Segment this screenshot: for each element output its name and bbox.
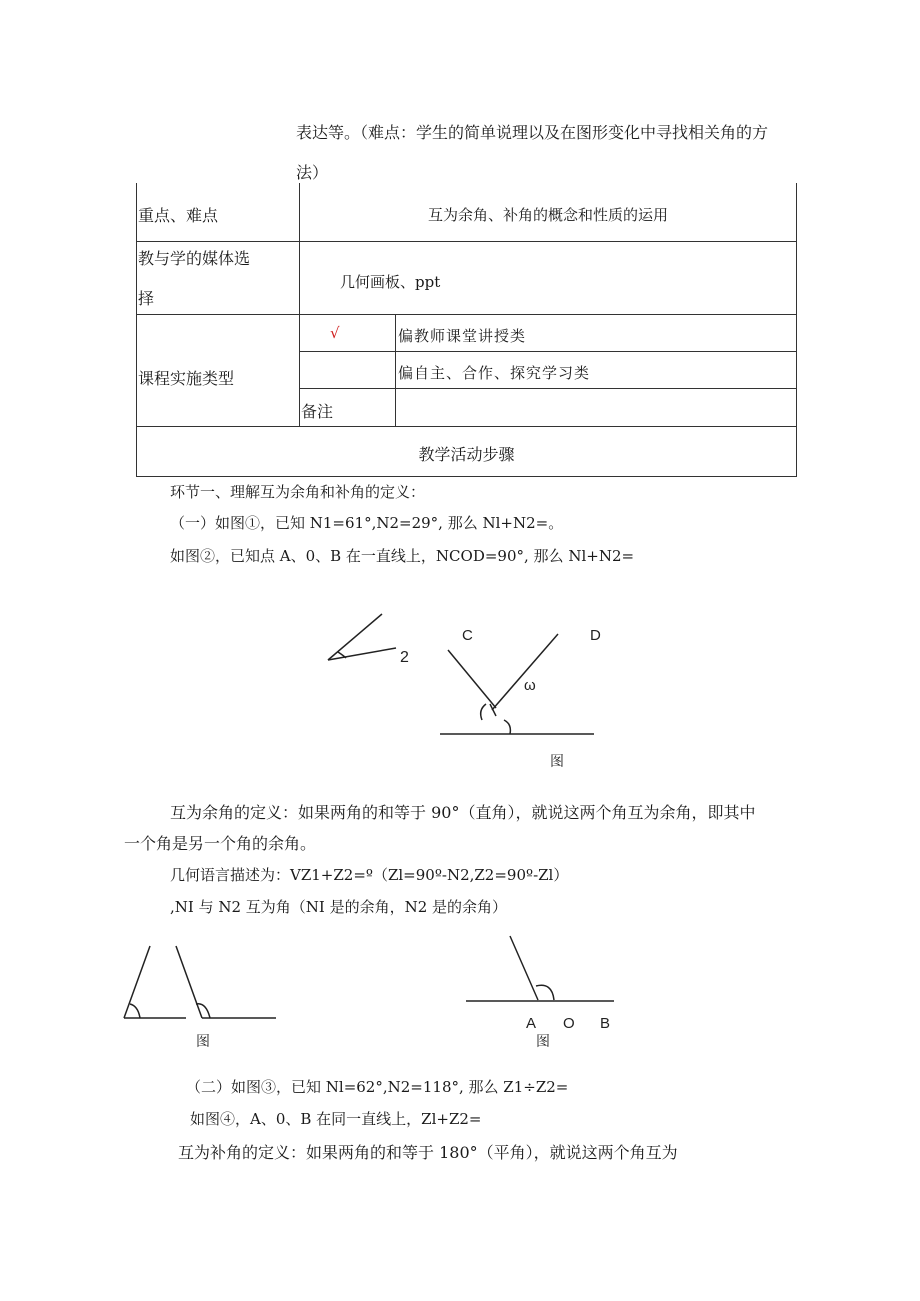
- figure-3-caption: 图: [196, 1033, 210, 1049]
- intro-line-1: 表达等。（难点：学生的简单说理以及在图形变化中寻找相关角的方: [296, 123, 769, 142]
- option1-check-icon: √: [330, 324, 340, 342]
- media-value: 几何画板、ppt: [340, 273, 441, 291]
- steps-header: 教学活动步骤: [418, 445, 515, 464]
- figure-2-caption: 图: [550, 753, 564, 769]
- figure-4-angles: [462, 930, 622, 1052]
- figure-4-caption: 图: [536, 1033, 550, 1049]
- geometry-description-1: 几何语言描述为：VZ1+Z2=º（Zl=90º-N2,Z2=90º-Zl）: [170, 866, 569, 884]
- figure-2-label-d: D: [590, 627, 601, 644]
- figure-4-label-a: A: [526, 1015, 537, 1032]
- complement-definition-line-1: 互为余角的定义：如果两角的和等于 90°（直角），就说这两个角互为余角，即其中: [170, 803, 756, 822]
- figure-2-angle-mark: ω: [524, 677, 536, 694]
- figure-2-angles: [432, 624, 612, 769]
- supplement-definition: 互为补角的定义：如果两角的和等于 180°（平角），就说这两个角互为: [178, 1143, 678, 1162]
- section1-question-1: （一）如图①，已知 N1=61°,N2=29°, 那么 Nl+N2=。: [170, 514, 564, 532]
- remarks-label: 备注: [301, 402, 334, 421]
- section2-question-1: （二）如图③，已知 Nl=62°,N2=118°, 那么 Z1÷Z2=: [186, 1078, 569, 1096]
- section1-question-2: 如图②，已知点 A、0、B 在一直线上，NCOD=90°, 那么 Nl+N2=: [170, 547, 635, 565]
- geometry-description-2: ,NI 与 N2 互为角（NI 是的余角，N2 是的余角）: [170, 898, 508, 916]
- figure-2-label-c: C: [462, 627, 473, 644]
- section1-heading: 环节一、理解互为余角和补角的定义：: [170, 483, 426, 501]
- section2-question-2: 如图④，A、0、B 在同一直线上，Zl+Z2=: [190, 1110, 482, 1128]
- media-label-line-1: 教与学的媒体选: [138, 249, 251, 268]
- figure-4-label-b: B: [600, 1015, 611, 1032]
- key-points-value: 互为余角、补角的概念和性质的运用: [427, 206, 668, 224]
- figure-4-label-o: O: [563, 1015, 575, 1032]
- figure-3-angles: [118, 940, 288, 1050]
- media-label-line-2: 择: [138, 289, 155, 308]
- intro-line-2: 法）: [296, 163, 329, 182]
- figure-1-angle: [320, 606, 420, 666]
- key-points-label: 重点、难点: [138, 206, 219, 225]
- option1-label: 偏教师课堂讲授类: [398, 327, 527, 345]
- figure-1-label-2: 2: [400, 649, 409, 666]
- complement-definition-line-2: 一个角是另一个角的余角。: [124, 834, 317, 853]
- course-type-label: 课程实施类型: [138, 369, 235, 388]
- option2-label: 偏自主、合作、探究学习类: [398, 364, 591, 382]
